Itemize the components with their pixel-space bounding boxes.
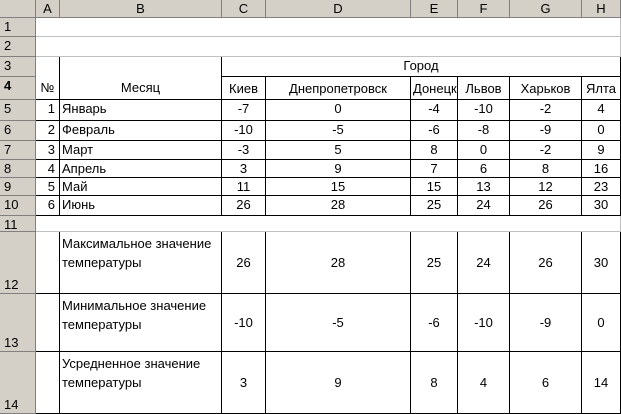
data-row-5-value-0[interactable]: 11 bbox=[222, 178, 266, 196]
column-header-G[interactable]: G bbox=[510, 0, 582, 18]
summary-row-0-value-3[interactable]: 24 bbox=[458, 232, 510, 294]
data-row-4-num[interactable]: 4 bbox=[36, 160, 60, 178]
empty-row-11[interactable] bbox=[36, 216, 621, 232]
header-city-5[interactable]: Ялта bbox=[582, 77, 621, 100]
summary-row-2-value-1[interactable]: 9 bbox=[266, 352, 411, 414]
data-row-1-value-1[interactable]: 0 bbox=[266, 100, 411, 121]
row-header-6[interactable]: 6 bbox=[0, 121, 36, 141]
data-row-1-value-0[interactable]: -7 bbox=[222, 100, 266, 121]
data-row-4-value-1[interactable]: 9 bbox=[266, 160, 411, 178]
data-row-5-num[interactable]: 5 bbox=[36, 178, 60, 196]
data-row-5-value-4[interactable]: 12 bbox=[510, 178, 582, 196]
data-row-2-value-3[interactable]: -8 bbox=[458, 121, 510, 141]
data-row-4-month[interactable]: Апрель bbox=[60, 160, 222, 178]
data-row-2-month[interactable]: Февраль bbox=[60, 121, 222, 141]
data-row-1-value-2[interactable]: -4 bbox=[411, 100, 458, 121]
summary-row-0-blank[interactable] bbox=[36, 232, 60, 294]
data-row-5-value-3[interactable]: 13 bbox=[458, 178, 510, 196]
column-header-A[interactable]: A bbox=[36, 0, 60, 18]
summary-row-1-label[interactable]: Минимальное значение температуры bbox=[60, 294, 222, 352]
data-row-2-value-5[interactable]: 0 bbox=[582, 121, 621, 141]
data-row-4-value-5[interactable]: 16 bbox=[582, 160, 621, 178]
summary-row-1-value-0[interactable]: -10 bbox=[222, 294, 266, 352]
data-row-6-value-4[interactable]: 26 bbox=[510, 196, 582, 216]
header-month[interactable]: Месяц bbox=[60, 57, 222, 100]
column-header-D[interactable]: D bbox=[266, 0, 411, 18]
data-row-2-value-1[interactable]: -5 bbox=[266, 121, 411, 141]
data-row-6-value-0[interactable]: 26 bbox=[222, 196, 266, 216]
empty-row-1[interactable] bbox=[36, 18, 621, 37]
data-row-1-value-5[interactable]: 4 bbox=[582, 100, 621, 121]
header-city-1[interactable]: Днепропетровск bbox=[266, 77, 411, 100]
summary-row-1-value-3[interactable]: -10 bbox=[458, 294, 510, 352]
data-row-4-value-2[interactable]: 7 bbox=[411, 160, 458, 178]
summary-row-0-value-1[interactable]: 28 bbox=[266, 232, 411, 294]
column-header-H[interactable]: H bbox=[582, 0, 621, 18]
summary-row-1-value-2[interactable]: -6 bbox=[411, 294, 458, 352]
data-row-2-value-0[interactable]: -10 bbox=[222, 121, 266, 141]
data-row-6-month[interactable]: Июнь bbox=[60, 196, 222, 216]
row-header-11[interactable]: 11 bbox=[0, 216, 36, 232]
data-row-6-num[interactable]: 6 bbox=[36, 196, 60, 216]
data-row-4-value-4[interactable]: 8 bbox=[510, 160, 582, 178]
header-num[interactable]: № bbox=[36, 57, 60, 100]
data-row-6-value-1[interactable]: 28 bbox=[266, 196, 411, 216]
data-row-5-value-1[interactable]: 15 bbox=[266, 178, 411, 196]
summary-row-0-label[interactable]: Максимальное значение температуры bbox=[60, 232, 222, 294]
data-row-6-value-3[interactable]: 24 bbox=[458, 196, 510, 216]
row-header-1[interactable]: 1 bbox=[0, 18, 36, 37]
column-header-C[interactable]: C bbox=[222, 0, 266, 18]
data-row-3-value-2[interactable]: 8 bbox=[411, 141, 458, 160]
row-header-4[interactable]: 4 bbox=[0, 77, 36, 100]
summary-row-0-value-2[interactable]: 25 bbox=[411, 232, 458, 294]
summary-row-1-value-1[interactable]: -5 bbox=[266, 294, 411, 352]
data-row-5-value-2[interactable]: 15 bbox=[411, 178, 458, 196]
summary-row-2-value-2[interactable]: 8 bbox=[411, 352, 458, 414]
summary-row-2-value-4[interactable]: 6 bbox=[510, 352, 582, 414]
data-row-1-value-3[interactable]: -10 bbox=[458, 100, 510, 121]
empty-row-2[interactable] bbox=[36, 37, 621, 57]
row-header-5[interactable]: 5 bbox=[0, 100, 36, 121]
row-header-12[interactable]: 12 bbox=[0, 232, 36, 294]
header-city-group[interactable]: Город bbox=[222, 57, 621, 77]
select-all-corner[interactable] bbox=[0, 0, 36, 18]
row-header-10[interactable]: 10 bbox=[0, 196, 36, 216]
data-row-3-value-0[interactable]: -3 bbox=[222, 141, 266, 160]
data-row-1-value-4[interactable]: -2 bbox=[510, 100, 582, 121]
data-row-3-value-5[interactable]: 9 bbox=[582, 141, 621, 160]
data-row-2-num[interactable]: 2 bbox=[36, 121, 60, 141]
summary-row-2-value-5[interactable]: 14 bbox=[582, 352, 621, 414]
data-row-5-value-5[interactable]: 23 bbox=[582, 178, 621, 196]
column-header-E[interactable]: E bbox=[411, 0, 458, 18]
header-city-4[interactable]: Харьков bbox=[510, 77, 582, 100]
data-row-3-value-1[interactable]: 5 bbox=[266, 141, 411, 160]
data-row-4-value-3[interactable]: 6 bbox=[458, 160, 510, 178]
data-row-2-value-2[interactable]: -6 bbox=[411, 121, 458, 141]
header-city-3[interactable]: Львов bbox=[458, 77, 510, 100]
summary-row-2-label[interactable]: Усредненное значение температуры bbox=[60, 352, 222, 414]
column-header-F[interactable]: F bbox=[458, 0, 510, 18]
row-header-7[interactable]: 7 bbox=[0, 141, 36, 160]
summary-row-1-value-5[interactable]: 0 bbox=[582, 294, 621, 352]
data-row-3-num[interactable]: 3 bbox=[36, 141, 60, 160]
data-row-3-value-4[interactable]: -2 bbox=[510, 141, 582, 160]
summary-row-2-value-0[interactable]: 3 bbox=[222, 352, 266, 414]
summary-row-2-value-3[interactable]: 4 bbox=[458, 352, 510, 414]
data-row-1-month[interactable]: Январь bbox=[60, 100, 222, 121]
data-row-2-value-4[interactable]: -9 bbox=[510, 121, 582, 141]
row-header-8[interactable]: 8 bbox=[0, 160, 36, 178]
row-header-2[interactable]: 2 bbox=[0, 37, 36, 57]
summary-row-2-blank[interactable] bbox=[36, 352, 60, 414]
summary-row-0-value-4[interactable]: 26 bbox=[510, 232, 582, 294]
data-row-1-num[interactable]: 1 bbox=[36, 100, 60, 121]
row-header-3[interactable]: 3 bbox=[0, 57, 36, 77]
summary-row-1-value-4[interactable]: -9 bbox=[510, 294, 582, 352]
data-row-3-value-3[interactable]: 0 bbox=[458, 141, 510, 160]
data-row-5-month[interactable]: Май bbox=[60, 178, 222, 196]
data-row-6-value-2[interactable]: 25 bbox=[411, 196, 458, 216]
data-row-3-month[interactable]: Март bbox=[60, 141, 222, 160]
row-header-13[interactable]: 13 bbox=[0, 294, 36, 352]
summary-row-0-value-5[interactable]: 30 bbox=[582, 232, 621, 294]
row-header-9[interactable]: 9 bbox=[0, 178, 36, 196]
header-city-2[interactable]: Донецк bbox=[411, 77, 458, 100]
summary-row-1-blank[interactable] bbox=[36, 294, 60, 352]
data-row-4-value-0[interactable]: 3 bbox=[222, 160, 266, 178]
column-header-B[interactable]: B bbox=[60, 0, 222, 18]
header-city-0[interactable]: Киев bbox=[222, 77, 266, 100]
data-row-6-value-5[interactable]: 30 bbox=[582, 196, 621, 216]
row-header-14[interactable]: 14 bbox=[0, 352, 36, 414]
summary-row-0-value-0[interactable]: 26 bbox=[222, 232, 266, 294]
